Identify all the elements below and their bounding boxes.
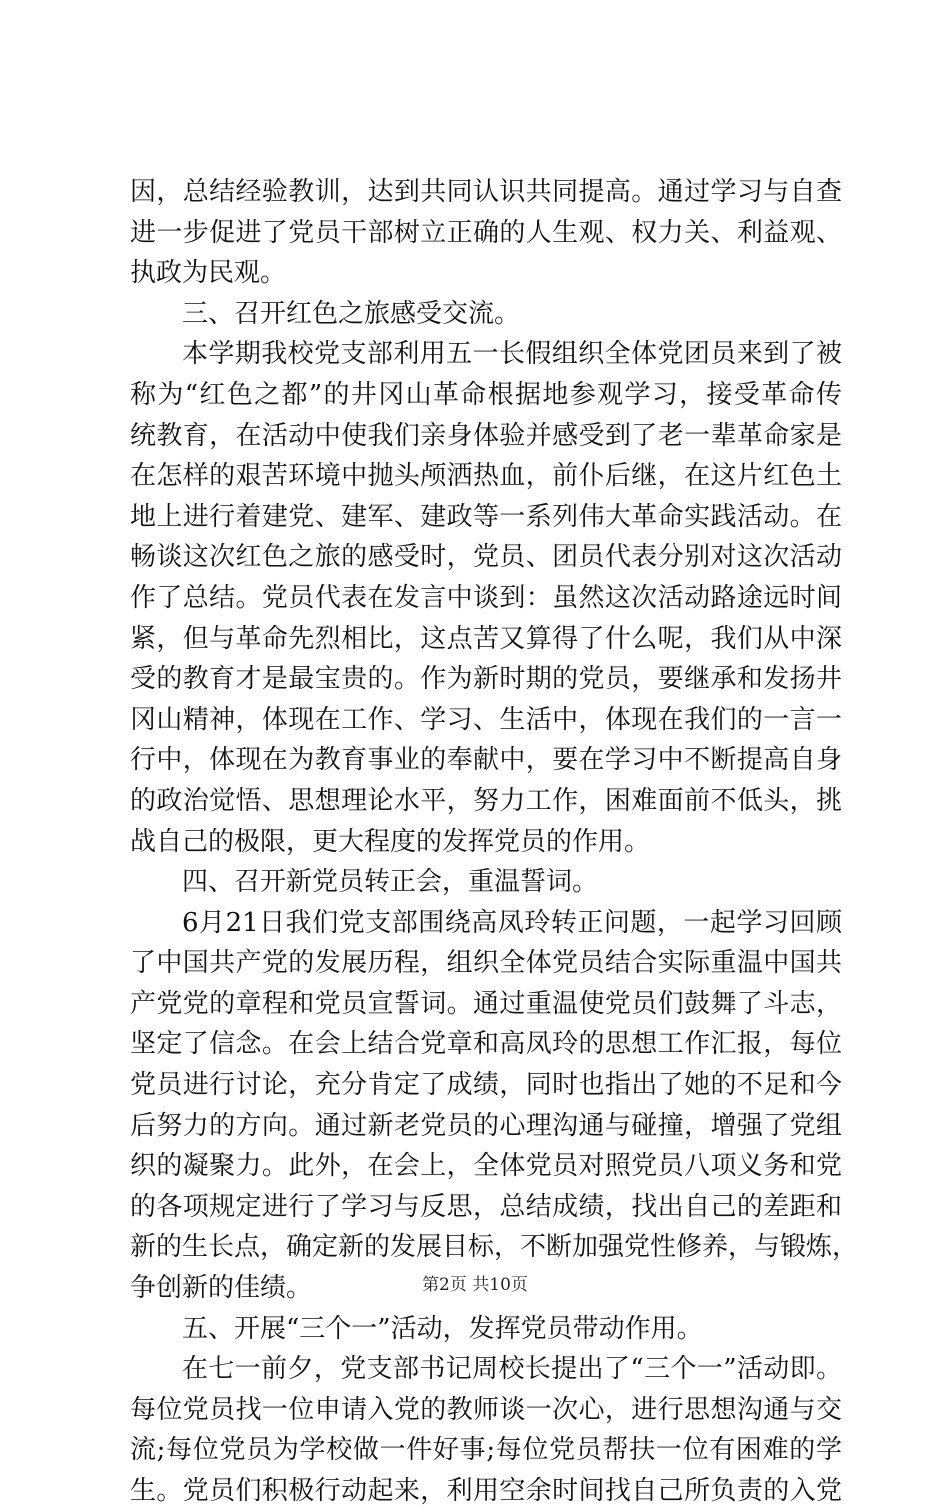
text-line: 6月21日我们党支部围绕高凤玲转正问题，一起学习回顾 (182, 907, 842, 938)
page-footer (0, 1270, 950, 1295)
text-line: 坚定了信念。在会上结合党章和高凤玲的思想工作汇报，每位 (130, 1029, 842, 1060)
text-line: 后努力的方向。通过新老党员的心理沟通与碰撞，增强了党组 (130, 1110, 842, 1141)
text-line: 统教育，在活动中使我们亲身体验并感受到了老一辈革命家是 (130, 420, 842, 451)
text-line: 五、开展“三个一”活动，发挥党员带动作用。 (182, 1313, 703, 1344)
text-line: 执政为民观。 (130, 258, 287, 289)
text-line: 战自己的极限，更大程度的发挥党员的作用。 (130, 826, 651, 857)
text-line: 畅谈这次红色之旅的感受时，党员、团员代表分别对这次活动 (130, 542, 842, 573)
text-line: 作了总结。党员代表在发言中谈到：虽然这次活动路途远时间 (130, 582, 842, 613)
document-body (130, 172, 859, 1512)
text-line: 争创新的佳绩。 (130, 1273, 313, 1304)
text-line: 本学期我校党支部利用五一长假组织全体党团员来到了被 (182, 339, 842, 370)
page-number: 第2页 共10页 (422, 1275, 528, 1295)
text-line: 称为“红色之都”的井冈山革命根据地参观学习，接受革命传 (130, 379, 842, 410)
text-line: 新的生长点，确定新的发展目标，不断加强党性修养，与锻炼， (130, 1232, 859, 1263)
text-line: 党员进行讨论，充分肯定了成绩，同时也指出了她的不足和今 (130, 1070, 842, 1101)
text-line: 的各项规定进行了学习与反思，总结成绩，找出自己的差距和 (130, 1191, 842, 1222)
text-line: 的政治觉悟、思想理论水平，努力工作，困难面前不低头，挑 (130, 785, 842, 816)
text-line: 了中国共产党的发展历程，组织全体党员结合实际重温中国共 (130, 948, 842, 979)
text-line: 紧，但与革命先烈相比，这点苦又算得了什么呢，我们从中深 (130, 623, 842, 654)
text-line: 受的教育才是最宝贵的。作为新时期的党员，要继承和发扬井 (130, 664, 842, 695)
text-line: 进一步促进了党员干部树立正确的人生观、权力关、利益观、 (130, 217, 842, 248)
text-line: 产党党的章程和党员宣誓词。通过重温使党员们鼓舞了斗志， (130, 988, 842, 1019)
text-line: 地上进行着建党、建军、建政等一系列伟大革命实践活动。在 (130, 501, 842, 532)
text-line: 在怎样的艰苦环境中抛头颅洒热血，前仆后继，在这片红色土 (130, 461, 842, 492)
text-line: 行中，体现在为教育事业的奉献中，要在学习中不断提高自身 (130, 745, 842, 776)
text-line: 四、召开新党员转正会，重温誓词。 (182, 867, 599, 898)
text-line: 冈山精神，体现在工作、学习、生活中，体现在我们的一言一 (130, 704, 842, 735)
text-line: 流;每位党员为学校做一件好事;每位党员帮扶一位有困难的学 (130, 1435, 842, 1466)
text-line: 因，总结经验教训，达到共同认识共同提高。通过学习与自查 (130, 177, 842, 207)
text-line: 每位党员找一位申请入党的教师谈一次心，进行思想沟通与交 (130, 1394, 842, 1425)
text-line: 织的凝聚力。此外，在会上，全体党员对照党员八项义务和党 (130, 1151, 842, 1182)
text-line: 生。党员们积极行动起来，利用空余时间找自己所负责的入党 (130, 1476, 842, 1506)
text-line: 在七一前夕，党支部书记周校长提出了“三个一”活动即。 (182, 1354, 842, 1385)
text-line: 三、召开红色之旅感受交流。 (182, 298, 521, 329)
